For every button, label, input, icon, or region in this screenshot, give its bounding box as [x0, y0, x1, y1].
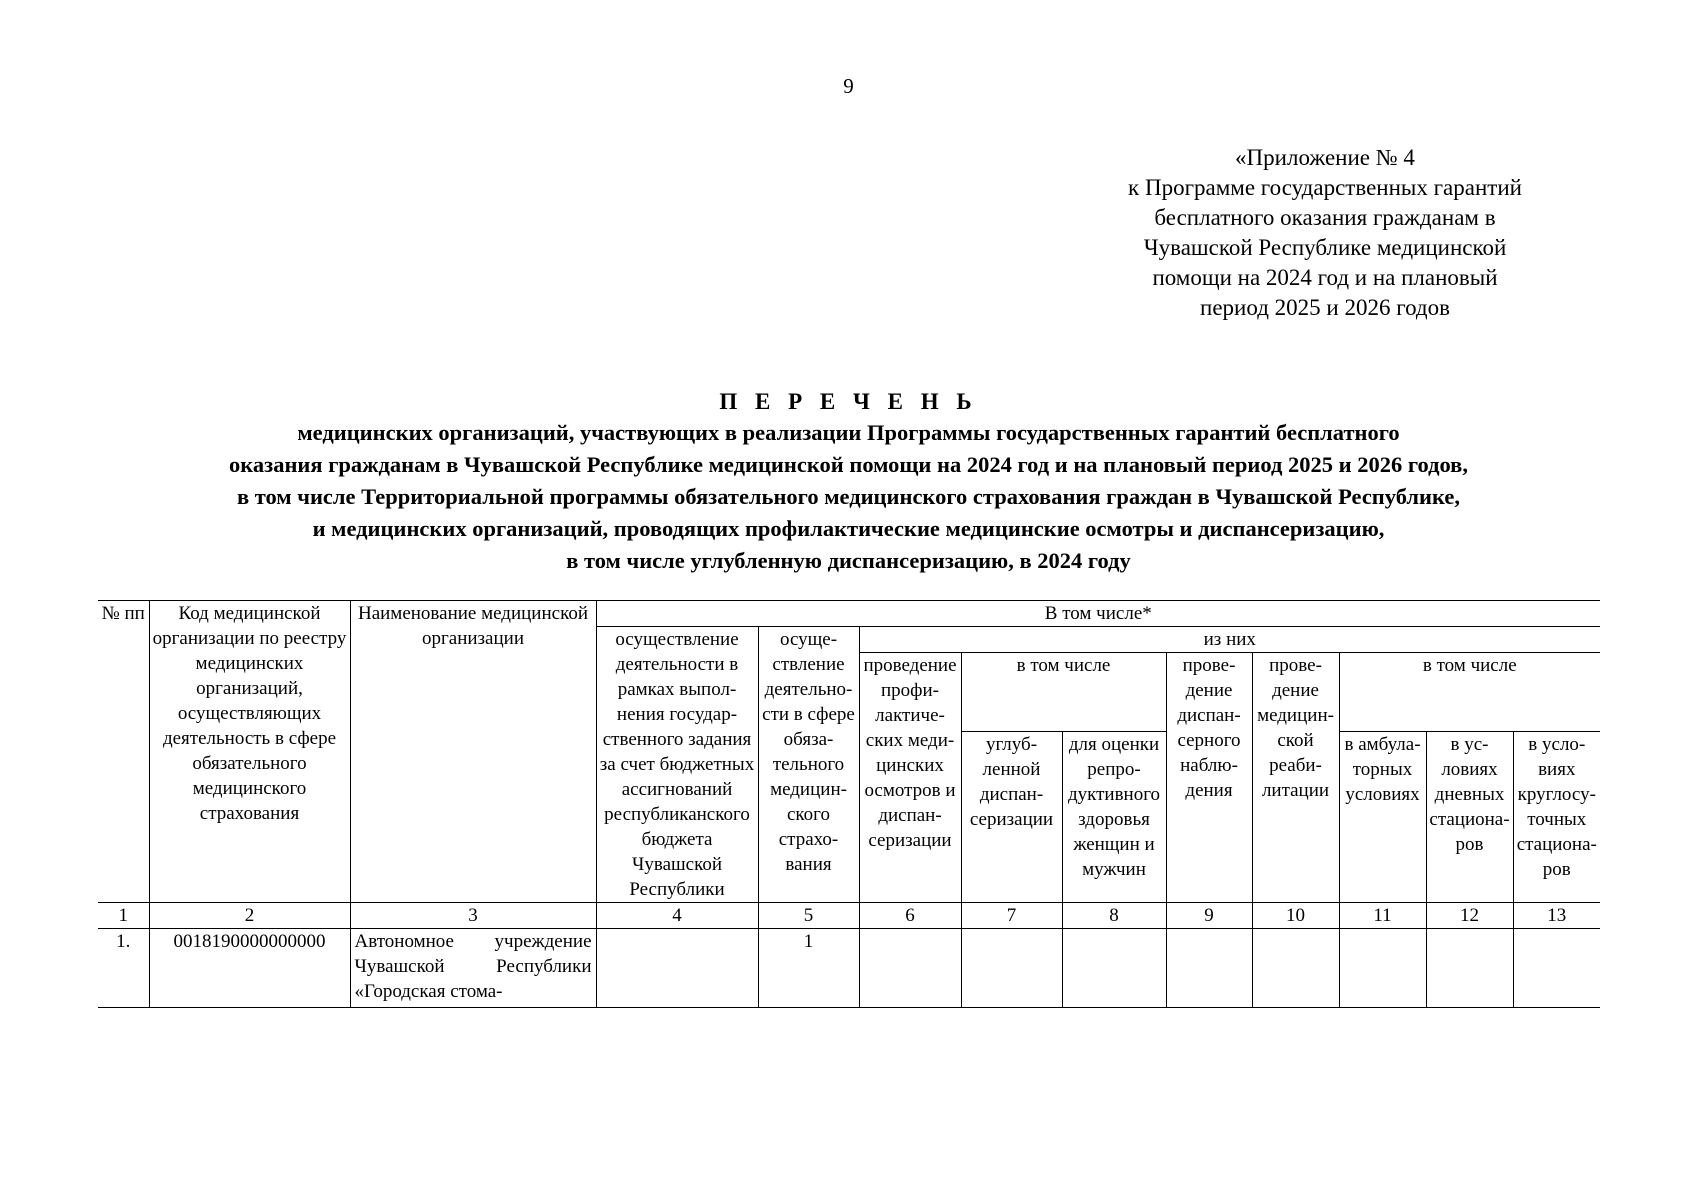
header-oms: осуществление деятельности в сфере обязательного медицинского страхования	[758, 627, 859, 903]
organizations-table	[98, 600, 1600, 1008]
header-code: Код медицинской организации по реестру медицинских организаций, осуществляющих деятельность в сфере обязательного медицинского страхования	[149, 601, 350, 903]
header-day: в условиях дневных стационаров	[1426, 731, 1513, 902]
row-ambul	[1339, 929, 1426, 1008]
appendix-line: помощи на 2024 год и на плановый	[1152, 265, 1498, 290]
header-deep: углубленной диспансеризaции	[961, 731, 1062, 902]
heading-line: оказания гражданам в Чувашской Республике медицинской помощи на 2024 год и на плановый период 2025 и 2026 годов,	[229, 452, 1468, 477]
header-incl-2: в том числе	[1339, 653, 1600, 732]
column-number: 12	[1426, 903, 1513, 929]
heading-line: в том числе углубленную диспансеризацию, в 2024 году	[566, 548, 1131, 573]
header-prof: проведение профилактических медицинских осмотров и диспансеризации	[859, 653, 961, 903]
row-round	[1513, 929, 1600, 1008]
row-code: 0018190000000000	[149, 929, 350, 1008]
appendix-line: «Приложение № 4	[1235, 145, 1415, 170]
column-number: 8	[1062, 903, 1166, 929]
column-number: 1	[98, 903, 149, 929]
column-number: 7	[961, 903, 1062, 929]
row-rehab	[1252, 929, 1339, 1008]
row-deep	[961, 929, 1062, 1008]
document-heading	[0, 387, 1697, 577]
heading-line: в том числе Территориальной программы обязательного медицинского страхования граждан в Чувашской Республике,	[236, 484, 1461, 509]
header-incl-1: в том числе	[961, 653, 1166, 732]
column-number: 4	[596, 903, 758, 929]
header-including: В том числе*	[596, 601, 1600, 627]
row-oms: 1	[758, 929, 859, 1008]
table-row	[98, 929, 1600, 1008]
row-budget	[596, 929, 758, 1008]
row-prof	[859, 929, 961, 1008]
heading-line: медицинских организаций, участвующих в реализации Программы государственных гарантий бесплатного	[297, 420, 1400, 445]
appendix-line: бесплатного оказания гражданам в	[1154, 205, 1496, 230]
row-num: 1.	[98, 929, 149, 1008]
header-repro: для оценки репродуктивного здоровья женщин и мужчин	[1062, 731, 1166, 902]
row-name: Автономное учреждение Чувашской Республики «Городская стома-	[350, 929, 596, 1008]
row-disp-obs	[1166, 929, 1252, 1008]
column-number: 6	[859, 903, 961, 929]
column-number: 11	[1339, 903, 1426, 929]
header-disp-obs: проведение диспансерного наблюдения	[1166, 653, 1252, 903]
row-repro	[1062, 929, 1166, 1008]
appendix-line: к Программе государственных гарантий	[1128, 175, 1522, 200]
document-title: П Е Р Е Ч Е Н Ь	[719, 389, 978, 414]
page-number: 9	[843, 74, 854, 98]
appendix-note	[1110, 143, 1540, 323]
heading-line: и медицинских организаций, проводящих профилактические медицинские осмотры и диспансеризацию,	[312, 516, 1385, 541]
header-round: в условиях круглосуточных стационаров	[1513, 731, 1600, 902]
header-rehab: проведение медицинской реабилитации	[1252, 653, 1339, 903]
column-number: 5	[758, 903, 859, 929]
column-number: 13	[1513, 903, 1600, 929]
header-name: Наименование медицинской организации	[350, 601, 596, 903]
row-day	[1426, 929, 1513, 1008]
column-number: 2	[149, 903, 350, 929]
appendix-line: период 2025 и 2026 годов	[1200, 295, 1450, 320]
header-of-them: из них	[859, 627, 1600, 653]
header-ambul: в амбулаторных условиях	[1339, 731, 1426, 902]
header-num: № пп	[98, 601, 149, 903]
column-number: 3	[350, 903, 596, 929]
column-number: 10	[1252, 903, 1339, 929]
header-budget: осуществление деятельности в рамках выполнения государственного задания за счет бюджетных ассигнований республиканского бюджета Чувашской Республики	[596, 627, 758, 903]
column-number: 9	[1166, 903, 1252, 929]
appendix-line: Чувашской Республике медицинской	[1143, 235, 1507, 260]
